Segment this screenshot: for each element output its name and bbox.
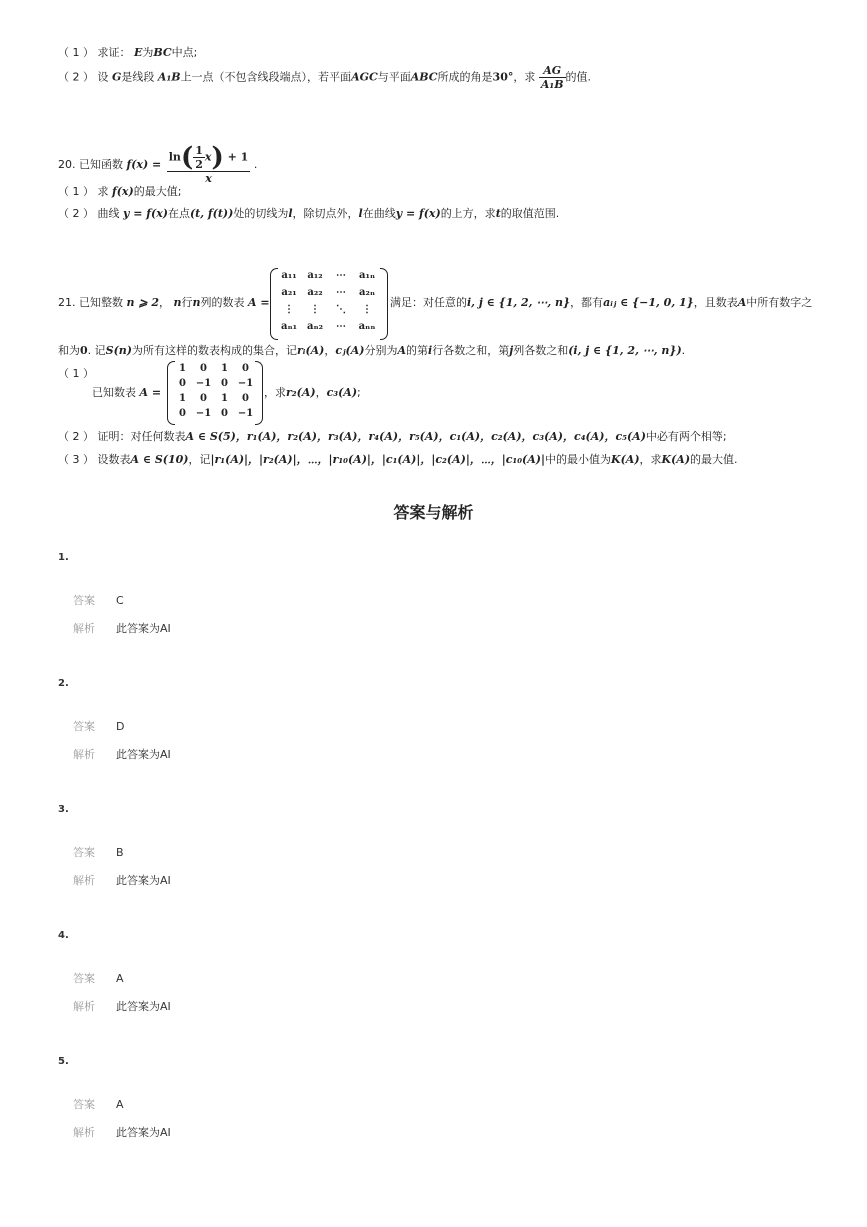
q21-part1-ask: ，求r₂(A)，c₃(A);: [264, 386, 361, 399]
q20-part1: （ 1 ） 求 f(x)的最大值;: [58, 185, 182, 198]
analysis-label: 解析: [73, 748, 95, 761]
answer-number: 1.: [58, 552, 69, 563]
matrix-cell: aₙ₁: [280, 321, 298, 332]
analysis-value: 此答案为AI: [116, 874, 171, 887]
matrix-general: [270, 268, 388, 340]
answer-value: D: [116, 720, 125, 733]
q21-stem-line1-left: 21. 已知整数 n ⩾ 2， n行n列的数表 A =: [58, 296, 270, 309]
answer-value: A: [116, 1098, 124, 1111]
matrix-cell: ⋯: [336, 287, 346, 298]
matrix-cell: 1: [221, 393, 228, 404]
matrix-cell: 0: [179, 408, 186, 419]
matrix-cell: ⋮: [284, 304, 294, 315]
matrix-cell: a₁₂: [307, 270, 323, 281]
matrix-cell: a₁ₙ: [358, 270, 376, 281]
answer-label: 答案: [73, 594, 95, 607]
answer-label: 答案: [73, 846, 95, 859]
answer-value: C: [116, 594, 124, 607]
matrix-cell: aₙ₂: [306, 321, 324, 332]
analysis-label: 解析: [73, 622, 95, 635]
q21-part3: （ 3 ） 设数表A ∈ S(10)，记|r₁(A)|，|r₂(A)|，⋯，|r₁₀(A)|，|c₁(A)|，|c₂(A)|，⋯，|c₁₀(A)|中的最小值为K(A)，求K(A)的最大值.: [58, 453, 738, 466]
matrix-cell: 0: [200, 363, 207, 374]
matrix-cell: a₁₁: [281, 270, 297, 281]
analysis-value: 此答案为AI: [116, 1000, 171, 1013]
matrix-cell: 0: [242, 363, 249, 374]
matrix-cell: ⋮: [310, 304, 320, 315]
analysis-value: 此答案为AI: [116, 748, 171, 761]
analysis-label: 解析: [73, 874, 95, 887]
q21-part1-num: （ 1 ）: [58, 367, 94, 380]
matrix-cell: −1: [237, 408, 254, 419]
answer-label: 答案: [73, 720, 95, 733]
q21-part1-text: 已知数表 A =: [92, 386, 162, 399]
answer-number: 2.: [58, 678, 69, 689]
analysis-value: 此答案为AI: [116, 622, 171, 635]
q19-part1: （ 1 ） 求证： E为BC中点;: [58, 46, 198, 59]
matrix-given: [167, 361, 263, 425]
matrix-cell: 0: [179, 378, 186, 389]
answers-section-title: 答案与解析: [393, 503, 474, 522]
analysis-label: 解析: [73, 1126, 95, 1139]
matrix-cell: −1: [195, 378, 212, 389]
matrix-cell: a₂ₙ: [358, 287, 376, 298]
matrix-cell: ⋯: [336, 321, 346, 332]
matrix-cell: aₙₙ: [358, 321, 376, 332]
answer-number: 3.: [58, 804, 69, 815]
matrix-cell: 0: [221, 408, 228, 419]
q20-part2: （ 2 ） 曲线 y = f(x)在点(t, f(t))处的切线为l，除切点外，l在曲线y = f(x)的上方，求t的取值范围.: [58, 207, 560, 220]
answer-value: B: [116, 846, 124, 859]
matrix-cell: a₂₂: [307, 287, 323, 298]
answer-value: A: [116, 972, 124, 985]
matrix-cell: ⋱: [336, 304, 346, 315]
q21-part2: （ 2 ） 证明：对任何数表A ∈ S(5)，r₁(A)，r₂(A)，r₃(A)，r₄(A)，r₅(A)，c₁(A)，c₂(A)，c₃(A)，c₄(A)，c₅(A)中必有两个相等;: [58, 430, 727, 443]
matrix-cell: 1: [179, 363, 186, 374]
answer-number: 5.: [58, 1056, 69, 1067]
q19-part2: （ 2 ） 设 G是线段 A₁B上一点（不包含线段端点），若平面AGC与平面ABC所成的角是30°，求 $\frac{AG}{\text{A₁B}}$ 的值.: [58, 64, 592, 92]
fraction-half: $\frac{1}{2}$: [195, 144, 203, 172]
matrix-cell: 0: [221, 378, 228, 389]
analysis-value: 此答案为AI: [116, 1126, 171, 1139]
q21-stem-line1-right: 满足：对任意的i, j ∈ {1, 2, ⋯, n}，都有aᵢⱼ ∈ {−1, 0, 1}，且数表A中所有数字之: [390, 296, 813, 309]
matrix-cell: 1: [179, 393, 186, 404]
answer-label: 答案: [73, 1098, 95, 1111]
analysis-label: 解析: [73, 1000, 95, 1013]
matrix-cell: 0: [200, 393, 207, 404]
answer-number: 4.: [58, 930, 69, 941]
q20-stem: 20. 已知函数 f(x) = ln( $\frac{1}{2}$ x) + 1 x .: [58, 142, 258, 186]
matrix-cell: ⋯: [336, 270, 346, 281]
matrix-cell: a₂₁: [281, 287, 297, 298]
q21-stem-line2: 和为0. 记S(n)为所有这样的数表构成的集合，记rᵢ(A)，cⱼ(A)分别为A的第i行各数之和，第j列各数之和(i, j ∈ {1, 2, ⋯, n}).: [58, 344, 686, 357]
fraction-f-definition: ln( $\frac{1}{2}$ x) + 1 x: [168, 142, 249, 186]
matrix-cell: 0: [242, 393, 249, 404]
answer-label: 答案: [73, 972, 95, 985]
matrix-cell: −1: [237, 378, 254, 389]
matrix-cell: ⋮: [362, 304, 372, 315]
fraction-ag-a1b: $\frac{AG}{\text{A₁B}}$: [540, 64, 564, 92]
matrix-cell: 1: [221, 363, 228, 374]
matrix-cell: −1: [195, 408, 212, 419]
